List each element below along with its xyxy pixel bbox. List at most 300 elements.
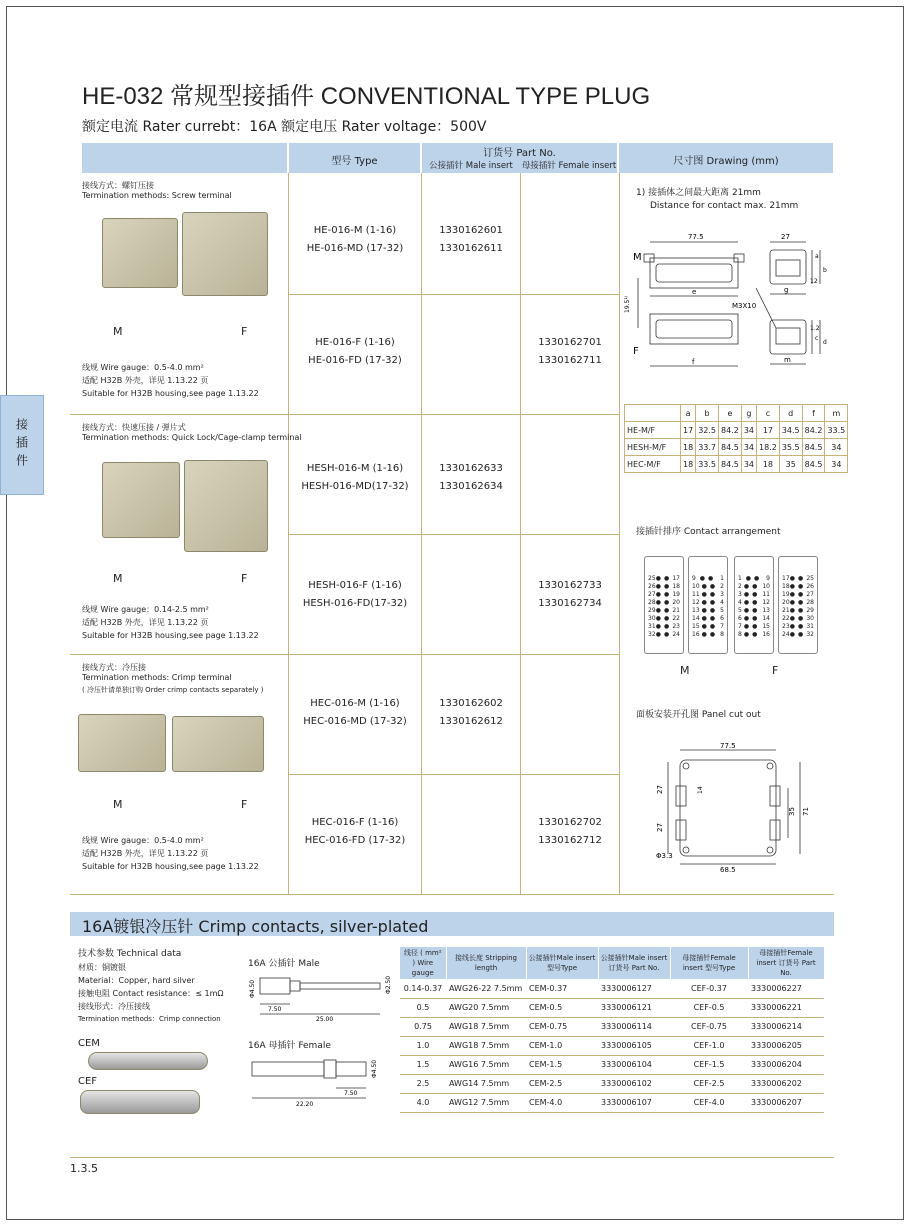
dim-table-cell: 84.5: [802, 439, 825, 456]
contact-number: 19: [672, 591, 680, 598]
contact-number: 32: [806, 631, 814, 638]
dim-table-cell: 34: [741, 422, 756, 439]
section3-f-label: F: [241, 798, 248, 811]
section1-male-photo: [102, 218, 178, 288]
part-no-male: 1330162634: [439, 481, 503, 492]
page-title: HE-032 常规型接插件 CONVENTIONAL TYPE PLUG: [82, 83, 651, 110]
contact-number: 15: [762, 623, 770, 630]
crimp-cell: CEF-1.5: [670, 1055, 748, 1074]
dim-label: Φ2.50: [385, 975, 392, 994]
contact-block-f-left: [734, 556, 774, 654]
contact-dot-icon: ●●: [745, 575, 763, 582]
contact-number: 2: [738, 583, 742, 590]
contact-number: 26: [648, 583, 656, 590]
part-no-male: 1330162601: [439, 225, 503, 236]
contact-number: 4: [738, 599, 742, 606]
crimp-column-header: 公接插针Male insert 订货号 Part No.: [598, 947, 670, 979]
section3-method-en: Termination methods: Crimp terminal: [82, 673, 232, 682]
contact-number: 12: [692, 599, 700, 606]
contact-number: 8: [720, 631, 724, 638]
contact-number: 22: [782, 615, 790, 622]
section3-note: ( 冷压针请单独订购 Order crimp contacts separately ): [82, 686, 264, 694]
contact-block-f-right: [778, 556, 818, 654]
contact-number: 29: [806, 607, 814, 614]
crimp-contacts-table: [400, 947, 825, 1113]
dim-label: 14: [697, 786, 704, 794]
type-he-016-m: HE-016-M (1-16): [313, 225, 397, 236]
section1-female-photo: [182, 212, 268, 296]
contact-dot-icon: ●●: [743, 631, 761, 638]
contact-number: 23: [672, 623, 680, 630]
dim-label: 7.50: [268, 1006, 282, 1013]
crimp-cell: 3330006214: [748, 1017, 824, 1036]
rating-subtitle: 额定电流 Rater currebt：16A 额定电压 Rater voltage：500V: [82, 119, 487, 135]
dim-table-cell: 34: [741, 456, 756, 473]
contact-row: [645, 583, 683, 591]
crimp-cell: CEF-0.75: [670, 1017, 748, 1036]
contact-dot-icon: ●●: [655, 615, 673, 622]
header-drawing-label: 尺寸图 Drawing (mm): [673, 156, 779, 167]
contact-number: 7: [738, 623, 742, 630]
dim-table-cell: 84.5: [719, 456, 742, 473]
dim-table-cell: 35: [779, 456, 802, 473]
contact-number: 24: [782, 631, 790, 638]
contact-number: 6: [720, 615, 724, 622]
dim-table-header: [625, 405, 848, 422]
tech-form-cn: 接线形式：冷压接线: [78, 1002, 150, 1011]
type-hec-016-fd: HEC-016-FD (17-32): [304, 835, 406, 846]
crimp-cell: 3330006204: [748, 1055, 824, 1074]
section1-housing-cn: 适配 H32B 外壳，详见 1.13.22 页: [82, 376, 209, 385]
contact-number: 28: [806, 599, 814, 606]
dim-table-cell: 18: [681, 439, 696, 456]
dim-label: 35: [788, 807, 796, 816]
dim-table-cell: 32.5: [696, 422, 719, 439]
dim-label: e: [692, 288, 697, 296]
section2-gauge: 线规 Wire gauge：0.14-2.5 mm²: [82, 605, 209, 614]
tech-title: 技术参数 Technical data: [78, 949, 182, 959]
crimp-cell: AWG14 7.5mm: [446, 1074, 526, 1093]
section2-male-photo: [102, 462, 180, 538]
section3-housing-cn: 适配 H32B 外壳，详见 1.13.22 页: [82, 849, 209, 858]
section3-method-cn: 接线方式：冷压接: [82, 663, 146, 672]
dim-label: 77.5: [688, 233, 704, 241]
type-he-016-md: HE-016-MD (17-32): [306, 243, 404, 254]
contact-row: [645, 591, 683, 599]
contact-number: 31: [648, 623, 656, 630]
contact-number: 19: [782, 591, 790, 598]
crimp-cell: 3330006114: [598, 1017, 670, 1036]
section2-f-label: F: [241, 572, 248, 585]
section1-housing-en: Suitable for H32B housing,see page 1.13.22: [82, 389, 259, 398]
part-no-female: 1330162712: [538, 835, 602, 846]
contact-number: 14: [762, 615, 770, 622]
contact-dot-icon: ●●: [655, 607, 673, 614]
cem-photo: [88, 1052, 208, 1070]
table-row: [400, 1017, 824, 1036]
contact-number: 1: [738, 575, 742, 582]
crimp-cell: CEM-1.0: [526, 1036, 598, 1055]
contact-number: 5: [720, 607, 724, 614]
crimp-cell: AWG26-22 7.5mm: [446, 979, 526, 998]
crimp-cell: CEM-2.5: [526, 1074, 598, 1093]
drawing-note-cn: 1) 接插体之间最大距离 21mm: [636, 188, 761, 198]
contact-number: 28: [648, 599, 656, 606]
part-no-male: 1330162602: [439, 698, 503, 709]
contact-number: 20: [782, 599, 790, 606]
contact-dot-icon: ●●: [701, 631, 719, 638]
contact-dot-icon: ●●: [655, 599, 673, 606]
contact-number: 32: [648, 631, 656, 638]
crimp-column-header: 母接插针Female insert 型号Type: [670, 947, 748, 979]
section3-male-photo: [78, 714, 166, 772]
dim-label: c: [815, 335, 819, 342]
contact-row: [645, 607, 683, 615]
contact-dot-icon: ●●: [789, 631, 807, 638]
dim-label: Φ3.3: [656, 852, 673, 860]
section2-housing-en: Suitable for H32B housing,see page 1.13.22: [82, 631, 259, 640]
contact-dot-icon: ●●: [655, 623, 673, 630]
dim-table-cell: HEC-M/F: [625, 456, 681, 473]
crimp-cell: 0.75: [400, 1017, 446, 1036]
crimp-cell: 1.5: [400, 1055, 446, 1074]
part-no-female: 1330162733: [538, 580, 602, 591]
dim-table-cell: 34: [741, 439, 756, 456]
dim-table-cell: a: [681, 405, 696, 422]
type-he-016-f: HE-016-F (1-16): [315, 337, 395, 348]
dim-label: 68.5: [720, 866, 736, 872]
page-number: 1.3.5: [70, 1162, 98, 1175]
crimp-cell: AWG20 7.5mm: [446, 998, 526, 1017]
contact-row: [735, 591, 773, 599]
female-pin-drawing: [246, 1050, 396, 1108]
contact-row: [645, 615, 683, 623]
contact-row: [689, 591, 727, 599]
header-male-insert: 公接插针 Male insert: [429, 161, 513, 171]
contact-dot-icon: ●●: [743, 623, 761, 630]
crimp-column-header: 公接插针Male insert 型号Type: [526, 947, 598, 979]
crimp-cell: AWG18 7.5mm: [446, 1036, 526, 1055]
contact-number: 10: [762, 583, 770, 590]
part-no-male: 1330162611: [439, 243, 503, 254]
contact-number: 9: [766, 575, 770, 582]
section2-m-label: M: [113, 572, 123, 585]
dim-table-cell: 84.5: [802, 456, 825, 473]
crimp-cell: CEM-0.37: [526, 979, 598, 998]
dim-table-cell: HESH-M/F: [625, 439, 681, 456]
contact-row: [779, 607, 817, 615]
dim-label: f: [692, 358, 695, 366]
contact-dot-icon: ●●: [655, 583, 673, 590]
table-row: [400, 979, 824, 998]
dim-table-cell: f: [802, 405, 825, 422]
contact-block-m-left: [644, 556, 684, 654]
crimp-cell: 3330006205: [748, 1036, 824, 1055]
crimp-cell: 3330006127: [598, 979, 670, 998]
contact-number: 12: [762, 599, 770, 606]
dimension-table: [624, 404, 848, 473]
contact-number: 18: [672, 583, 680, 590]
drawing-m-label: M: [633, 252, 642, 263]
contact-row: [779, 631, 817, 639]
crimp-cell: 3330006121: [598, 998, 670, 1017]
crimp-cell: CEM-1.5: [526, 1055, 598, 1074]
contact-number: 10: [692, 583, 700, 590]
contact-number: 22: [672, 615, 680, 622]
crimp-cell: CEF-4.0: [670, 1093, 748, 1112]
section3-m-label: M: [113, 798, 123, 811]
contact-dot-icon: ●●: [789, 615, 807, 622]
contact-row: [645, 575, 683, 583]
crimp-cell: 2.5: [400, 1074, 446, 1093]
contact-number: 24: [672, 631, 680, 638]
contact-number: 8: [738, 631, 742, 638]
part-no-male: 1330162612: [439, 716, 503, 727]
dim-label: b: [823, 267, 827, 274]
contact-dot-icon: ●●: [789, 599, 807, 606]
contact-number: 6: [738, 615, 742, 622]
contact-arrangement-title: 接插针排序 Contact arrangement: [636, 527, 781, 537]
contact-number: 29: [648, 607, 656, 614]
contact-row: [645, 623, 683, 631]
dim-label: 27: [656, 823, 664, 832]
contact-dot-icon: ●●: [743, 583, 761, 590]
contact-row: [779, 615, 817, 623]
part-no-female: 1330162702: [538, 817, 602, 828]
drawing-note-en: Distance for contact max. 21mm: [650, 201, 799, 211]
header-part-no-label: 订货号 Part No.: [483, 148, 556, 159]
contact-row: [689, 583, 727, 591]
contact-row: [689, 575, 727, 583]
contact-number: 17: [782, 575, 790, 582]
tech-material-cn: 材质：铜镀银: [78, 963, 126, 972]
section1-f-label: F: [241, 325, 248, 338]
dim-table-row: [625, 439, 848, 456]
type-he-016-fd: HE-016-FD (17-32): [308, 355, 402, 366]
type-hesh-016-fd: HESH-016-FD(17-32): [302, 598, 408, 609]
contact-number: 16: [692, 631, 700, 638]
dim-table-cell: 34.5: [779, 422, 802, 439]
contact-number: 25: [648, 575, 656, 582]
dim-table-cell: 17: [757, 422, 780, 439]
contact-row: [779, 575, 817, 583]
section1-method-en: Termination methods: Screw terminal: [82, 191, 232, 200]
dim-table-cell: g: [741, 405, 756, 422]
header-female-insert: 母接插针 Female insert: [521, 161, 617, 171]
crimp-column-header: 接线长度 Stripping length: [446, 947, 526, 979]
type-hec-016-f: HEC-016-F (1-16): [311, 817, 399, 828]
contact-row: [735, 583, 773, 591]
contact-number: 9: [692, 575, 696, 582]
dim-label: Φ4.50: [371, 1059, 378, 1078]
cem-label: CEM: [78, 1038, 100, 1049]
dim-label: 7.50: [344, 1090, 358, 1097]
panel-cutout-title: 面板安装开孔图 Panel cut out: [636, 710, 761, 720]
dim-label: 22.20: [296, 1101, 314, 1108]
part-no-female: 1330162711: [538, 355, 602, 366]
crimp-cell: AWG18 7.5mm: [446, 1017, 526, 1036]
crimp-section-header: [70, 912, 834, 936]
part-no-female: 1330162734: [538, 598, 602, 609]
contact-dot-icon: ●●: [655, 631, 673, 638]
dim-label: 19.5¹⁾: [624, 295, 631, 313]
contact-row: [779, 583, 817, 591]
crimp-column-header: 线径 ( mm² ) Wire gauge: [400, 947, 446, 979]
contact-row: [735, 615, 773, 623]
dim-table-cell: 33.5: [696, 456, 719, 473]
crimp-section-title: 16A镀银冷压针 Crimp contacts, silver-plated: [82, 917, 429, 936]
contact-number: 27: [648, 591, 656, 598]
panel-cutout-drawing: [640, 740, 820, 872]
contact-row: [645, 599, 683, 607]
section1-method-cn: 接线方式：螺钉压接: [82, 181, 154, 190]
contact-m-label: M: [680, 664, 690, 677]
crimp-cell: CEF-1.0: [670, 1036, 748, 1055]
contact-number: 3: [720, 591, 724, 598]
contact-number: 31: [806, 623, 814, 630]
type-hec-016-md: HEC-016-MD (17-32): [303, 716, 407, 727]
tech-form-en: Termination methods：Crimp connection: [78, 1015, 221, 1023]
dim-table-cell: 34: [825, 439, 848, 456]
contact-f-label: F: [772, 664, 779, 677]
table-row: [400, 1074, 824, 1093]
dim-table-row: [625, 456, 848, 473]
contact-number: 26: [806, 583, 814, 590]
contact-row: [779, 599, 817, 607]
table-row: [400, 998, 824, 1017]
crimp-cell: CEF-0.37: [670, 979, 748, 998]
category-side-tab[interactable]: [0, 395, 44, 495]
contact-number: 1: [720, 575, 724, 582]
dim-table-cell: b: [696, 405, 719, 422]
dim-table-cell: 18: [681, 456, 696, 473]
contact-number: 15: [692, 623, 700, 630]
contact-number: 16: [762, 631, 770, 638]
part-no-male: 1330162633: [439, 463, 503, 474]
dim-label: 1.2: [810, 325, 820, 332]
dimension-drawing: [624, 228, 834, 376]
contact-dot-icon: ●●: [701, 583, 719, 590]
dim-table-cell: 33.7: [696, 439, 719, 456]
crimp-cell: 4.0: [400, 1093, 446, 1112]
male-pin-drawing: [246, 968, 396, 1024]
dim-label: 27: [781, 233, 790, 241]
section3-gauge: 线规 Wire gauge：0.5-4.0 mm²: [82, 836, 204, 845]
contact-dot-icon: ●●: [655, 591, 673, 598]
contact-dot-icon: ●●: [701, 607, 719, 614]
category-side-tab-label: 接插件: [14, 418, 29, 472]
crimp-cell: 3330006105: [598, 1036, 670, 1055]
contact-row: [779, 591, 817, 599]
technical-data: [78, 948, 223, 1026]
contact-row: [689, 607, 727, 615]
dim-label: Φ4.50: [249, 979, 256, 998]
dim-table-cell: [625, 405, 681, 422]
contact-dot-icon: ●●: [789, 575, 807, 582]
dim-table-cell: d: [779, 405, 802, 422]
part-no-female: 1330162701: [538, 337, 602, 348]
dim-label: 27: [656, 785, 664, 794]
contact-dot-icon: ●●: [789, 607, 807, 614]
section1-gauge: 线规 Wire gauge：0.5-4.0 mm²: [82, 363, 204, 372]
section3-housing-en: Suitable for H32B housing,see page 1.13.22: [82, 862, 259, 871]
crimp-cell: 0.5: [400, 998, 446, 1017]
crimp-cell: CEM-0.5: [526, 998, 598, 1017]
contact-number: 4: [720, 599, 724, 606]
contact-row: [735, 575, 773, 583]
dim-table-cell: 33.5: [825, 422, 848, 439]
contact-number: 30: [806, 615, 814, 622]
section2-method-en: Termination methods: Quick Lock/Cage-clamp terminal: [82, 433, 302, 442]
dim-label: d: [823, 339, 827, 346]
crimp-cell: 1.0: [400, 1036, 446, 1055]
contact-dot-icon: ●●: [743, 607, 761, 614]
contact-number: 25: [806, 575, 814, 582]
contact-row: [735, 623, 773, 631]
dim-label: 71: [802, 807, 810, 816]
section2-housing-cn: 适配 H32B 外壳，详见 1.13.22 页: [82, 618, 209, 627]
drawing-f-label: F: [633, 346, 639, 357]
header-type-label: 型号 Type: [331, 156, 378, 167]
crimp-cell: AWG16 7.5mm: [446, 1055, 526, 1074]
contact-dot-icon: ●●: [701, 591, 719, 598]
female-pin-label: 16A 母插针 Female: [248, 1041, 331, 1051]
contact-number: 11: [692, 591, 700, 598]
dim-table-cell: 17: [681, 422, 696, 439]
contact-number: 20: [672, 599, 680, 606]
contact-number: 30: [648, 615, 656, 622]
tech-resistance: 接触电阻 Contact resistance：≤ 1mΩ: [78, 989, 224, 998]
type-hec-016-m: HEC-016-M (1-16): [310, 698, 400, 709]
crimp-cell: 3330006104: [598, 1055, 670, 1074]
header-blank: [82, 143, 288, 173]
contact-number: 21: [782, 607, 790, 614]
crimp-cell: AWG12 7.5mm: [446, 1093, 526, 1112]
contact-row: [735, 631, 773, 639]
section2-female-photo: [184, 460, 268, 552]
contact-number: 17: [672, 575, 680, 582]
contact-number: 11: [762, 591, 770, 598]
male-pin-label: 16A 公插针 Male: [248, 959, 320, 969]
contact-number: 23: [782, 623, 790, 630]
crimp-cell: 3330006107: [598, 1093, 670, 1112]
contact-row: [645, 631, 683, 639]
dim-table-cell: HE-M/F: [625, 422, 681, 439]
dim-table-cell: 84.2: [719, 422, 742, 439]
crimp-cell: CEF-2.5: [670, 1074, 748, 1093]
contact-number: 14: [692, 615, 700, 622]
dim-label: m: [784, 356, 791, 364]
crimp-column-header: 母接插针Female insert 订货号 Part No.: [748, 947, 824, 979]
crimp-cell: CEF-0.5: [670, 998, 748, 1017]
contact-row: [779, 623, 817, 631]
contact-dot-icon: ●●: [743, 615, 761, 622]
crimp-cell: 3330006221: [748, 998, 824, 1017]
dim-table-cell: 18.2: [757, 439, 780, 456]
dim-label: 77.5: [720, 742, 736, 750]
cef-photo: [80, 1090, 200, 1114]
dim-table-cell: 34: [825, 456, 848, 473]
dim-label: a: [815, 253, 819, 260]
dim-label: M3X10: [732, 302, 757, 310]
contact-number: 5: [738, 607, 742, 614]
crimp-cell: CEM-0.75: [526, 1017, 598, 1036]
dim-table-cell: 84.5: [719, 439, 742, 456]
section3-female-photo: [172, 716, 264, 772]
contact-dot-icon: ●●: [701, 599, 719, 606]
dim-table-cell: 18: [757, 456, 780, 473]
dim-table-cell: 84.2: [802, 422, 825, 439]
